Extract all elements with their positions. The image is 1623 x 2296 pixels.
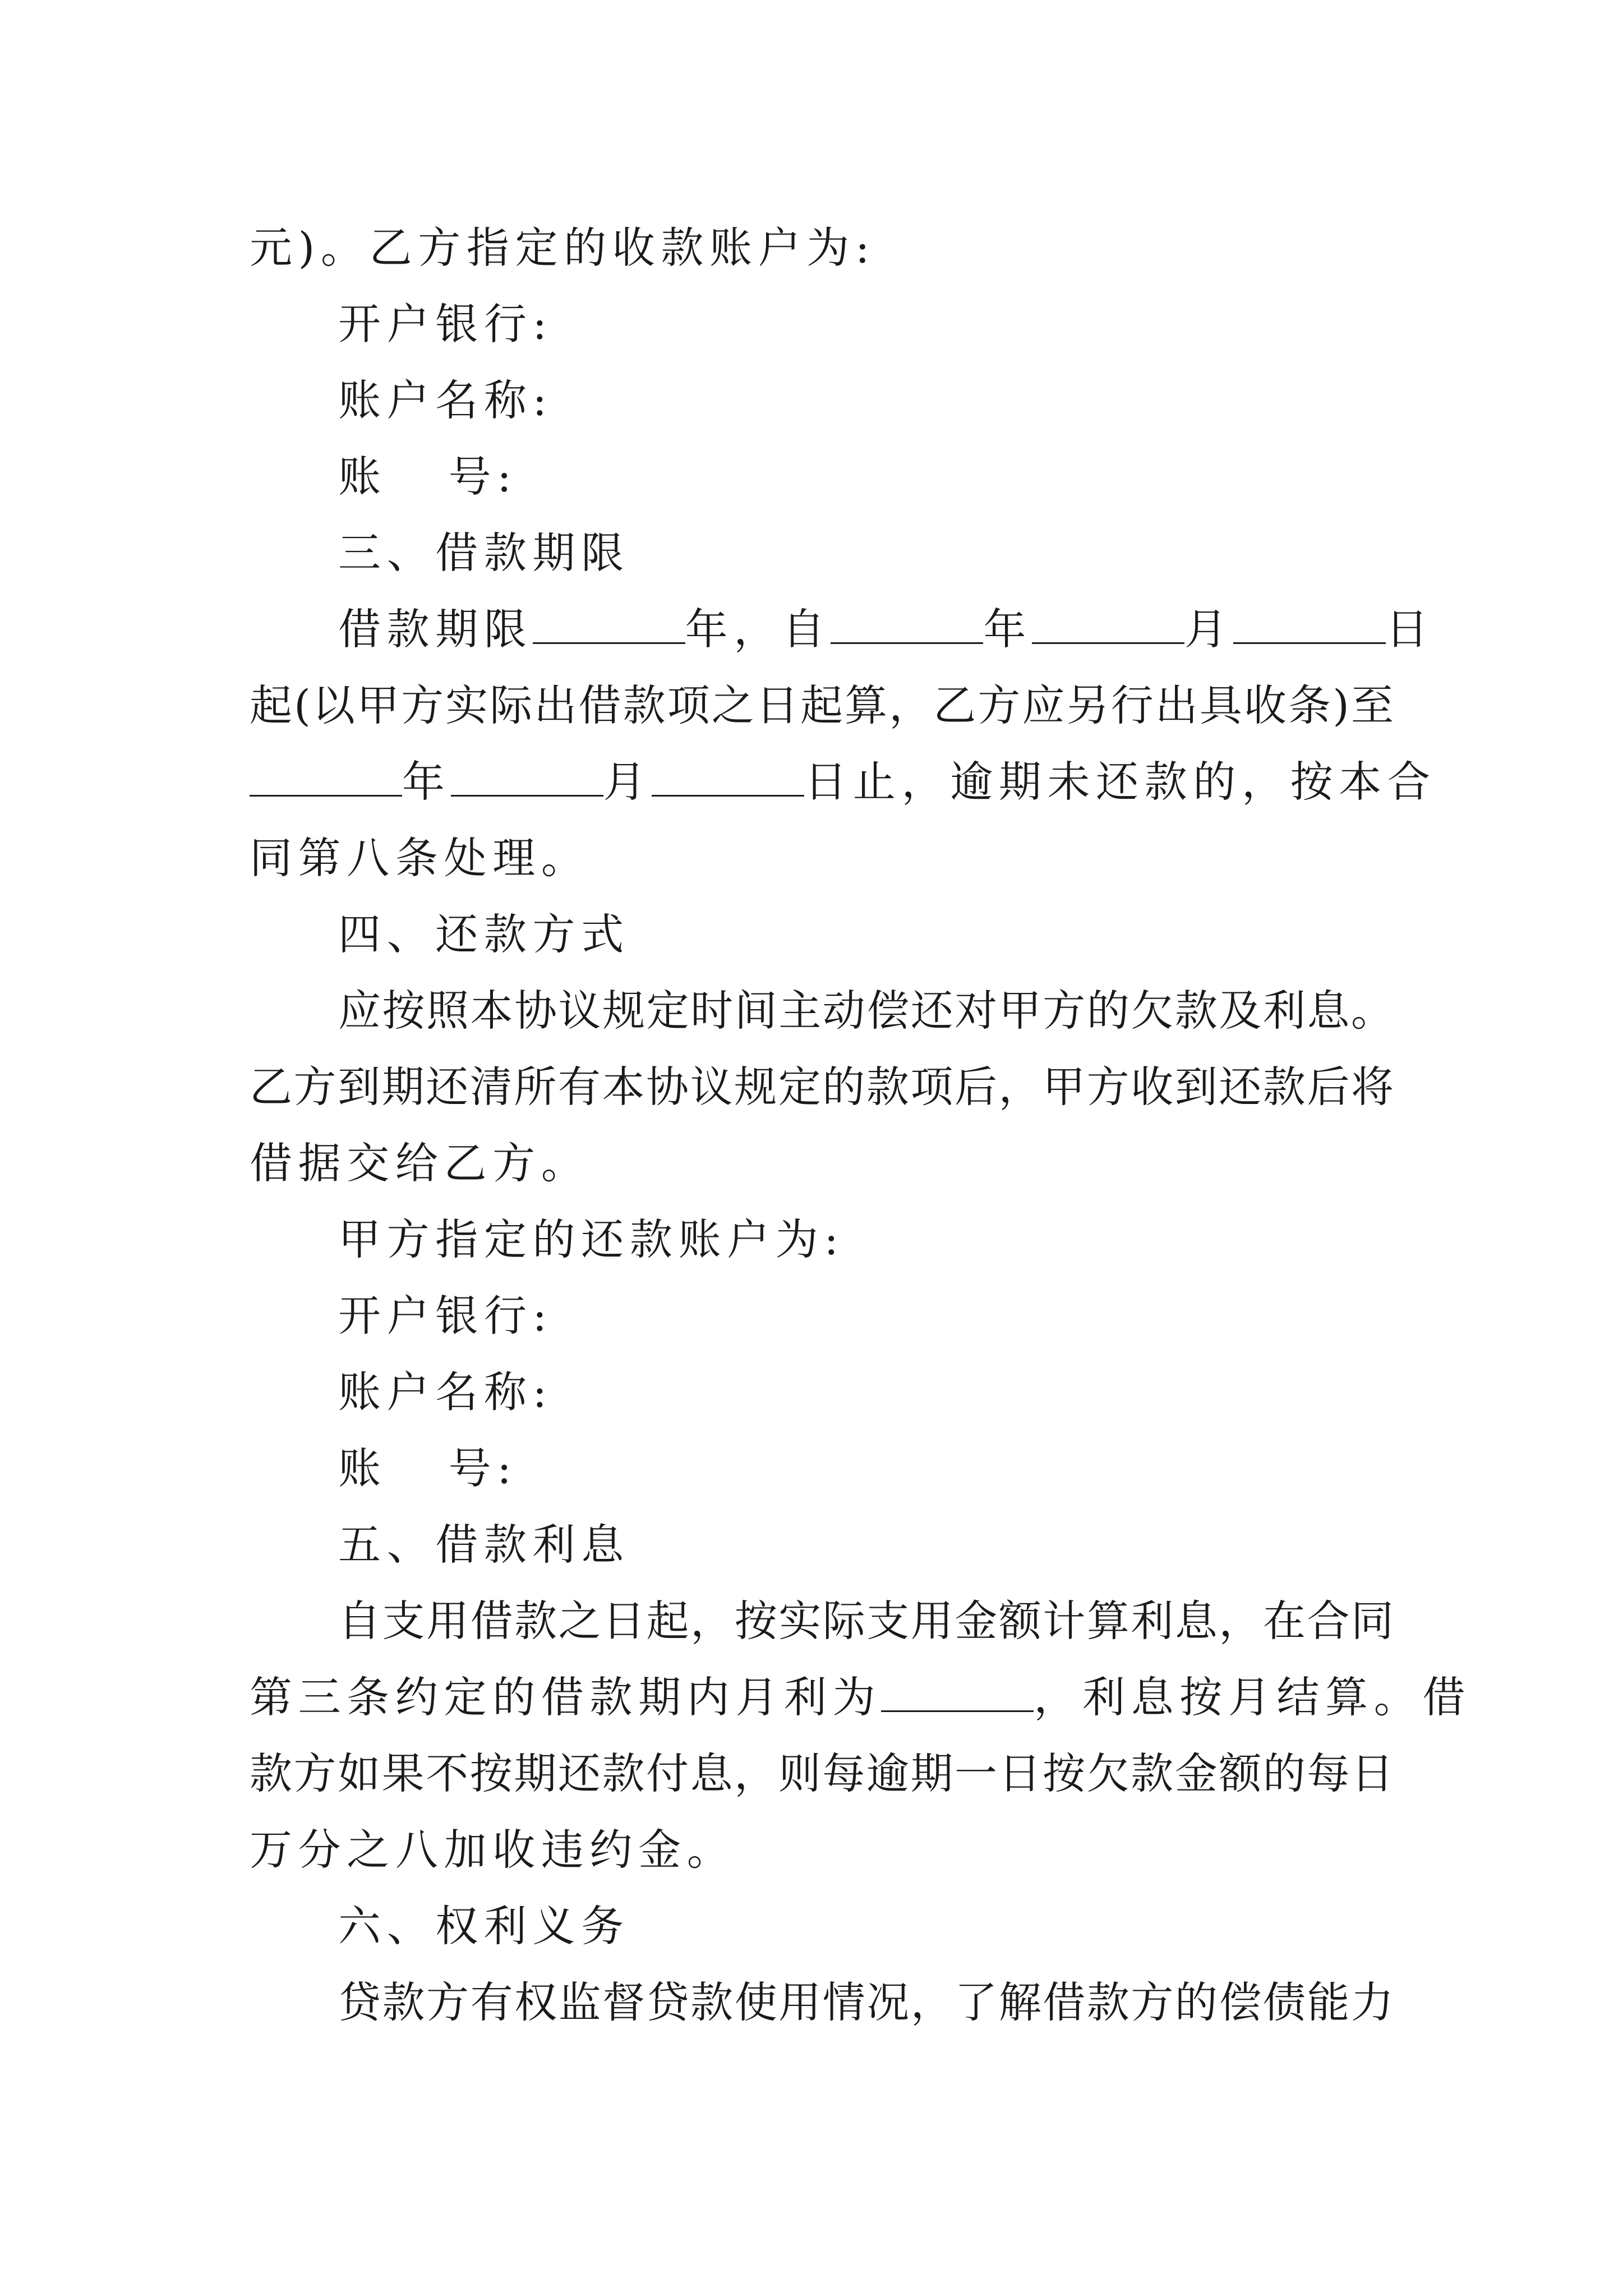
text-fragment: 第三条约定的借款期内月利为 — [250, 1672, 882, 1722]
account-name-label: 账户名称: — [338, 375, 553, 425]
paragraph-line: 贷款方有权监督贷款使用情况，了解借款方的偿债能力 — [338, 1977, 1394, 2027]
fill-blank[interactable] — [652, 756, 804, 797]
section-heading-rights: 六、权利义务 — [338, 1901, 630, 1951]
text-fragment: ，利息按月结算。借 — [1034, 1672, 1472, 1722]
paragraph-line: 应按照本协议规定时间主动偿还对甲方的欠款及利息。 — [338, 986, 1394, 1036]
section-heading-repayment: 四、还款方式 — [338, 909, 630, 959]
account-name-label: 账户名称: — [338, 1367, 553, 1417]
interest-rate-line — [250, 1671, 1472, 1724]
account-number-label-part2: 号: — [448, 452, 518, 501]
fill-blank[interactable] — [533, 603, 685, 644]
text-fragment: 年，自 — [685, 604, 831, 654]
account-number-label-part1: 账 — [338, 452, 387, 501]
section-heading-interest: 五、借款利息 — [338, 1520, 630, 1570]
bank-name-label: 开户银行: — [338, 1291, 553, 1341]
paragraph-line: 起(以甲方实际出借款项之日起算，乙方应另行出具收条)至 — [250, 680, 1394, 730]
paragraph-line: 元)。乙方指定的收款账户为: — [250, 223, 876, 273]
fill-blank[interactable] — [1032, 603, 1184, 644]
account-number-label — [338, 450, 1482, 504]
account-number-label — [338, 1442, 1482, 1496]
fill-blank[interactable] — [451, 756, 603, 797]
paragraph-line: 自支用借款之日起，按实际支用金额计算利息，在合同 — [338, 1596, 1394, 1646]
fill-blank[interactable] — [250, 756, 402, 797]
fill-blank[interactable] — [881, 1671, 1034, 1712]
paragraph-line: 乙方到期还清所有本协议规定的款项后，甲方收到还款后将 — [250, 1062, 1394, 1112]
paragraph-line: 借据交给乙方。 — [250, 1138, 590, 1188]
account-number-label-part2: 号: — [448, 1443, 518, 1493]
repayment-account-intro: 甲方指定的还款账户为: — [338, 1214, 845, 1264]
text-fragment: 月 — [1184, 604, 1233, 654]
paragraph-line: 万分之八加收违约金。 — [250, 1825, 736, 1875]
text-fragment: 日止，逾期未还款的，按本合 — [804, 757, 1436, 807]
fill-blank[interactable] — [1233, 603, 1386, 644]
section-heading-loan-term: 三、借款期限 — [338, 528, 630, 578]
account-number-label-part1: 账 — [338, 1443, 387, 1493]
fill-blank[interactable] — [831, 603, 983, 644]
bank-name-label: 开户银行: — [338, 299, 553, 349]
paragraph-line: 同第八条处理。 — [250, 833, 590, 883]
text-fragment: 年 — [983, 604, 1032, 654]
text-fragment: 月 — [603, 757, 652, 807]
paragraph-line: 款方如果不按期还款付息，则每逾期一日按欠款金额的每日 — [250, 1749, 1394, 1798]
text-fragment: 日 — [1385, 604, 1435, 654]
text-fragment: 年 — [402, 757, 451, 807]
loan-end-date-line — [250, 755, 1436, 809]
loan-term-line — [338, 602, 1482, 656]
text-fragment: 借款期限 — [338, 604, 533, 654]
